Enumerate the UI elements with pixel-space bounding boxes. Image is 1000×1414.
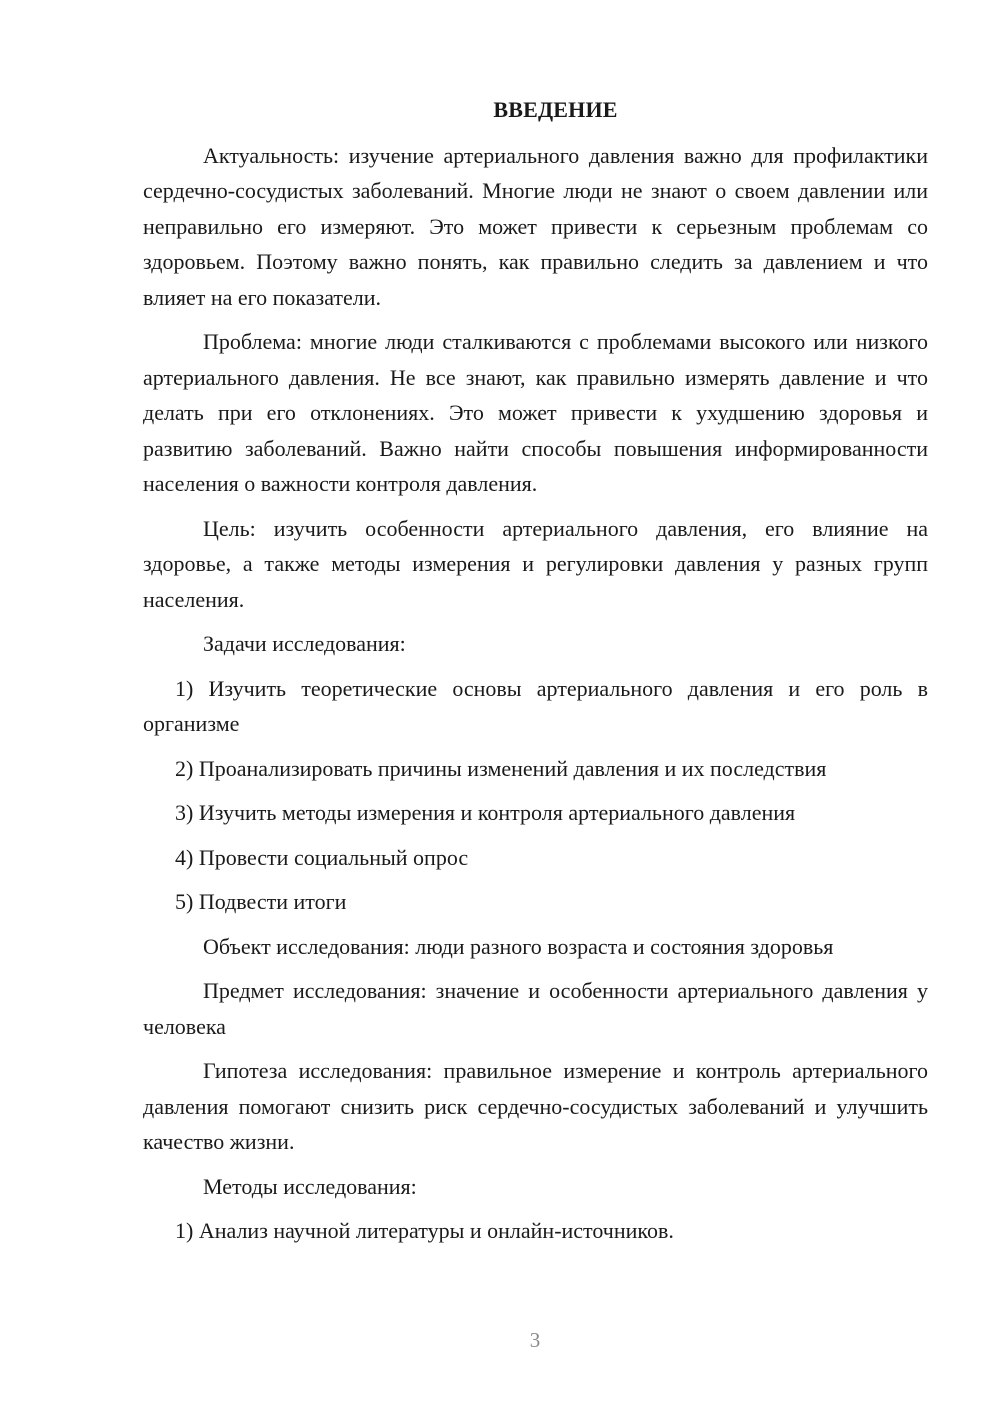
task-item-3: 3) Изучить методы измерения и контроля артериального давления: [175, 800, 796, 825]
page-number: 3: [529, 1328, 541, 1352]
methods-heading: Методы исследования:: [203, 1173, 417, 1199]
problem-paragraph: Проблема: многие люди сталкиваются с проблемами высокого или низкого артериального давления. Не все знают, как правильно измерять давление и что делать при его отклонениях. Это может привести к ухудшению здоровья и развитию заболеваний. Важно найти способы повышения информированности населения о важности контроля давления.: [143, 329, 928, 496]
hypothesis-paragraph: Гипотеза исследования: правильное измерение и контроль артериального давления помогают снизить риск сердечно-сосудистых заболеваний и улучшить качество жизни.: [143, 1058, 928, 1154]
document-page: [143, 92, 928, 1258]
object-paragraph: Объект исследования: люди разного возраста и состояния здоровья: [203, 933, 834, 959]
subject-paragraph: Предмет исследования: значение и особенности артериального давления у человека: [143, 978, 928, 1039]
goal-paragraph: Цель: изучить особенности артериального давления, его влияние на здоровье, а также методы измерения и регулировки давления у разных групп населения.: [143, 515, 928, 612]
method-item-1: 1) Анализ научной литературы и онлайн-источников.: [175, 1218, 674, 1243]
tasks-heading: Задачи исследования:: [203, 631, 406, 656]
task-item-1: 1) Изучить теоретические основы артериального давления и его роль в организме: [143, 675, 928, 736]
task-item-2: 2) Проанализировать причины изменений давления и их последствия: [175, 755, 827, 781]
task-item-4: 4) Провести социальный опрос: [175, 844, 469, 870]
section-title: ВВЕДЕНИЕ: [493, 97, 618, 122]
relevance-paragraph: Актуальность: изучение артериального давления важно для профилактики сердечно-сосудистых заболеваний. Многие люди не знают о своем давлении или неправильно его измеряют. Это может привести к серьезным проблемам со здоровьем. Поэтому важно понять, как правильно следить за давлением и что влияет на его показатели.: [143, 142, 928, 310]
task-item-5: 5) Подвести итоги: [175, 889, 347, 914]
